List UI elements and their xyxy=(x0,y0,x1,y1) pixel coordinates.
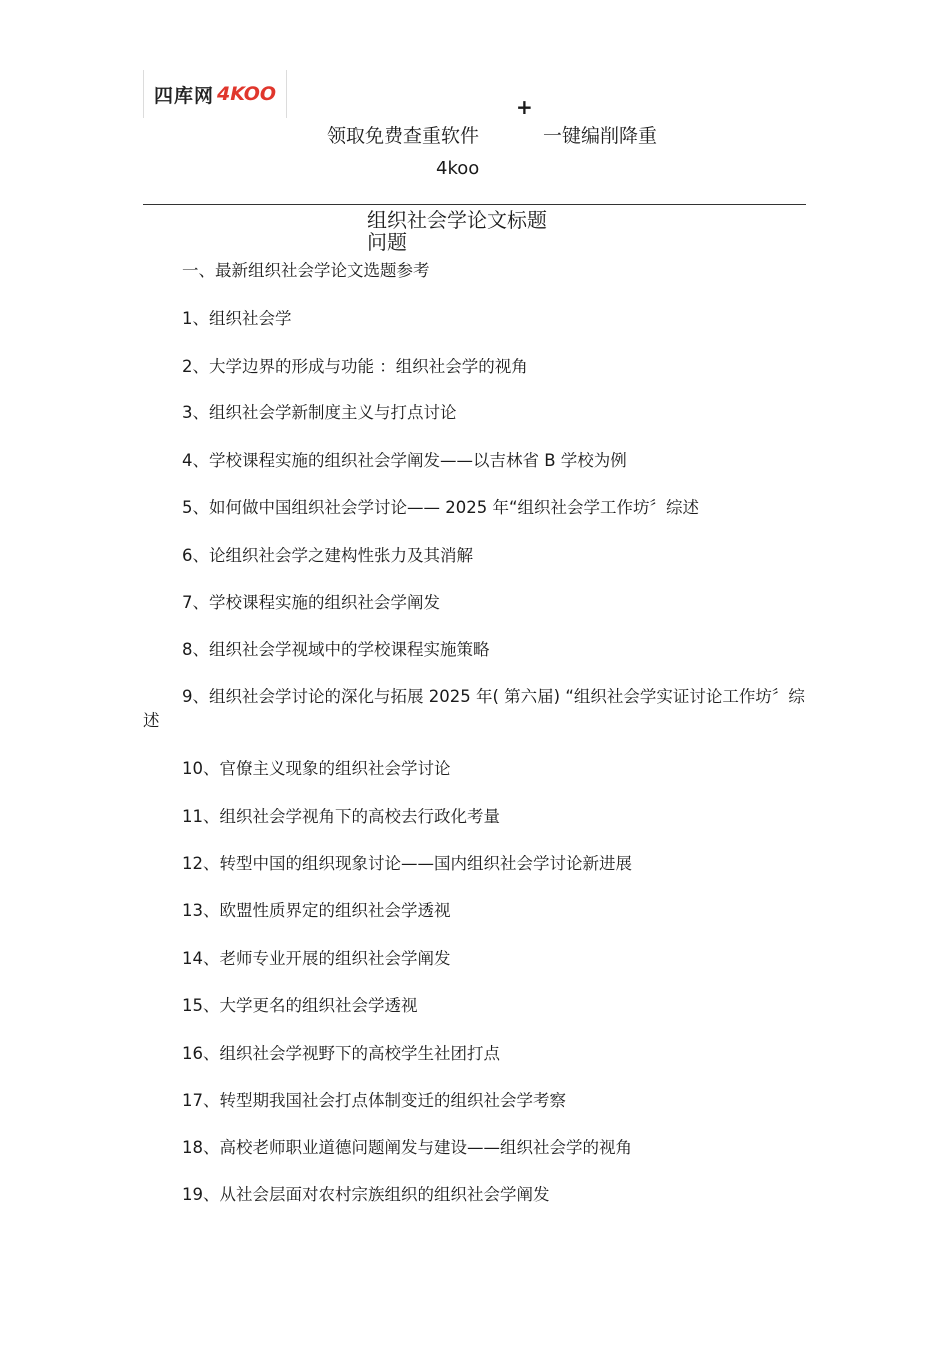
logo-chinese-text: 四库网 xyxy=(154,84,215,107)
document-title xyxy=(367,209,587,253)
logo-english-text: 4KOO xyxy=(217,83,277,105)
section-heading: 一、最新组织社会学论文选题参考 xyxy=(182,261,430,280)
list-item: 13、欧盟性质界定的组织社会学透视 xyxy=(182,901,451,920)
plus-sign: + xyxy=(516,95,533,119)
list-item: 5、如何做中国组织社会学讨论—— 2025 年“组织社会学工作坊〞综述 xyxy=(182,498,700,517)
list-item: 18、高校老师职业道德问题阐发与建设——组织社会学的视角 xyxy=(182,1138,632,1157)
list-item: 12、转型中国的组织现象讨论——国内组织社会学讨论新进展 xyxy=(182,854,632,873)
list-item: 4、学校课程实施的组织社会学阐发——以吉林省 B 学校为例 xyxy=(182,451,627,470)
site-logo[interactable] xyxy=(143,70,287,118)
list-item: 15、大学更名的组织社会学透视 xyxy=(182,996,418,1015)
list-item: 19、从社会层面对农村宗族组织的组织社会学阐发 xyxy=(182,1185,550,1204)
list-item: 11、组织社会学视角下的高校去行政化考量 xyxy=(182,807,500,826)
list-item: 6、论组织社会学之建构性张力及其消解 xyxy=(182,546,473,565)
list-item: 9、组织社会学讨论的深化与拓展 2025 年( 第六届) “组织社会学实证讨论工作坊〞综述 xyxy=(143,687,805,730)
list-item: 17、转型期我国社会打点体制变迁的组织社会学考察 xyxy=(182,1091,566,1110)
list-item: 14、老师专业开展的组织社会学阐发 xyxy=(182,949,451,968)
list-item: 3、组织社会学新制度主义与打点讨论 xyxy=(182,403,457,422)
header-divider xyxy=(143,204,806,205)
promo-rewrite-link[interactable]: 一键编削降重 xyxy=(543,125,658,147)
promo-free-check-link[interactable]: 领取免费查重软件 xyxy=(327,125,480,147)
list-item: 2、大学边界的形成与功能 ：组织社会学的视角 xyxy=(182,357,528,376)
document-title-line-1: 组织社会学论文标题 xyxy=(367,208,547,232)
list-item: 8、组织社会学视域中的学校课程实施策略 xyxy=(182,640,490,659)
list-item: 16、组织社会学视野下的高校学生社团打点 xyxy=(182,1044,500,1063)
list-item: 7、学校课程实施的组织社会学阐发 xyxy=(182,593,440,612)
list-item: 10、官僚主义现象的组织社会学讨论 xyxy=(182,759,451,778)
list-item: 1、组织社会学 xyxy=(182,309,292,328)
site-name: 4koo xyxy=(436,158,480,179)
document-title-line-2: 问题 xyxy=(367,230,407,254)
